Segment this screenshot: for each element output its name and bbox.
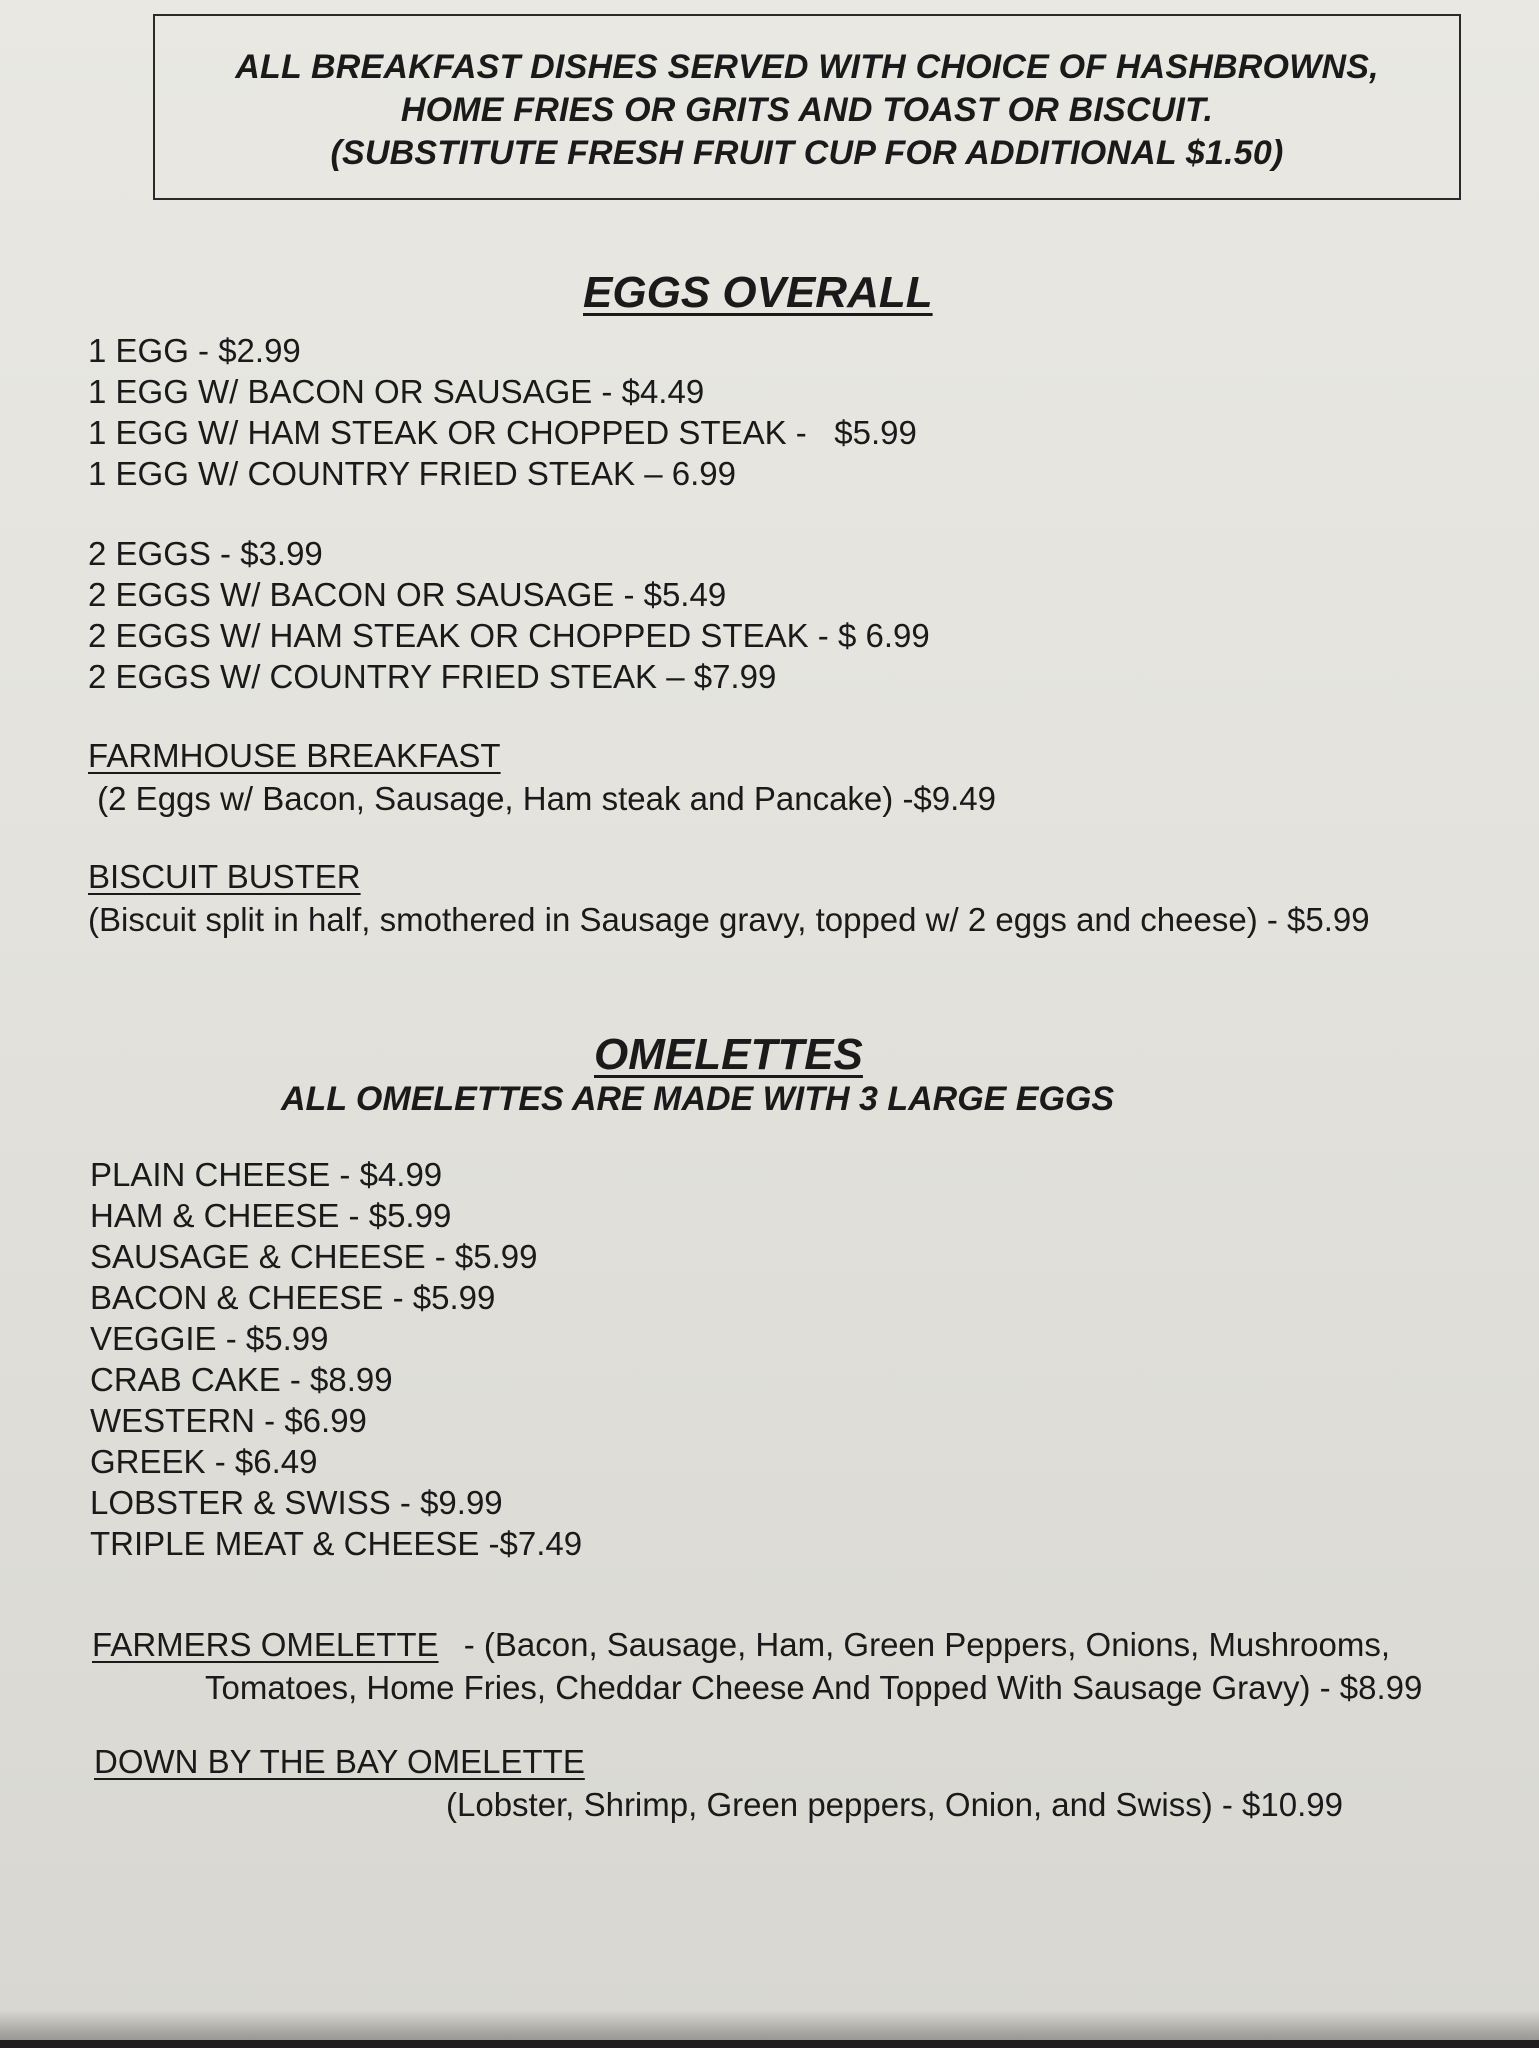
list-item: 1 EGG W/ HAM STEAK OR CHOPPED STEAK - $5.99 xyxy=(88,414,917,451)
list-item: 2 EGGS - $3.99 xyxy=(88,535,323,572)
two-eggs-list xyxy=(88,533,930,697)
omelettes-list xyxy=(90,1154,582,1564)
list-item: 2 EGGS W/ COUNTRY FRIED STEAK – $7.99 xyxy=(88,658,777,695)
farmers-omelette-item xyxy=(92,1623,1422,1709)
biscuit-buster-item xyxy=(88,855,1370,941)
list-item: SAUSAGE & CHEESE - $5.99 xyxy=(90,1238,538,1275)
down-by-the-bay-item xyxy=(94,1740,1343,1826)
list-item: LOBSTER & SWISS - $9.99 xyxy=(90,1484,503,1521)
list-item: CRAB CAKE - $8.99 xyxy=(90,1361,393,1398)
list-item: 1 EGG W/ BACON OR SAUSAGE - $4.49 xyxy=(88,373,705,410)
farmers-omelette-desc-line-2: Tomatoes, Home Fries, Cheddar Cheese And Topped With Sausage Gravy) - $8.99 xyxy=(205,1669,1423,1706)
farmhouse-breakfast-name: FARMHOUSE BREAKFAST xyxy=(88,737,501,774)
list-item: 2 EGGS W/ HAM STEAK OR CHOPPED STEAK - $ 6.99 xyxy=(88,617,930,654)
list-item: BACON & CHEESE - $5.99 xyxy=(90,1279,496,1316)
list-item: GREEK - $6.49 xyxy=(90,1443,318,1480)
farmhouse-breakfast-desc: (2 Eggs w/ Bacon, Sausage, Ham steak and Pancake) -$9.49 xyxy=(88,780,997,817)
farmhouse-breakfast-item xyxy=(88,734,996,820)
notice-line-2: HOME FRIES OR GRITS AND TOAST OR BISCUIT. xyxy=(400,91,1214,129)
list-item: HAM & CHEESE - $5.99 xyxy=(90,1197,452,1234)
list-item: TRIPLE MEAT & CHEESE -$7.49 xyxy=(90,1525,583,1562)
omelettes-subtitle: ALL OMELETTES ARE MADE WITH 3 LARGE EGGS xyxy=(281,1080,1115,1118)
list-item: 1 EGG W/ COUNTRY FRIED STEAK – 6.99 xyxy=(88,455,736,492)
down-by-the-bay-name: DOWN BY THE BAY OMELETTE xyxy=(94,1743,585,1780)
list-item: PLAIN CHEESE - $4.99 xyxy=(90,1156,443,1193)
biscuit-buster-name: BISCUIT BUSTER xyxy=(88,858,361,895)
list-item: 1 EGG - $2.99 xyxy=(88,332,301,369)
list-item: 2 EGGS W/ BACON OR SAUSAGE - $5.49 xyxy=(88,576,727,613)
list-item: VEGGIE - $5.99 xyxy=(90,1320,329,1357)
farmers-omelette-desc-line-1: - (Bacon, Sausage, Ham, Green Peppers, Onions, Mushrooms, xyxy=(463,1626,1390,1663)
eggs-section-title: EGGS OVERALL xyxy=(583,268,933,317)
page-edge-shadow xyxy=(0,2010,1539,2040)
sides-notice-box xyxy=(153,14,1461,200)
notice-line-3: (SUBSTITUTE FRESH FRUIT CUP FOR ADDITIONAL $1.50) xyxy=(330,134,1284,172)
omelettes-section-title: OMELETTES xyxy=(594,1030,863,1079)
biscuit-buster-desc: (Biscuit split in half, smothered in Sausage gravy, topped w/ 2 eggs and cheese) - $5.99 xyxy=(88,901,1370,938)
one-egg-list xyxy=(88,330,917,494)
farmers-omelette-name: FARMERS OMELETTE xyxy=(92,1626,439,1663)
down-by-the-bay-desc: (Lobster, Shrimp, Green peppers, Onion, and Swiss) - $10.99 xyxy=(446,1786,1343,1823)
notice-line-1: ALL BREAKFAST DISHES SERVED WITH CHOICE OF HASHBROWNS, xyxy=(235,48,1379,86)
list-item: WESTERN - $6.99 xyxy=(90,1402,367,1439)
